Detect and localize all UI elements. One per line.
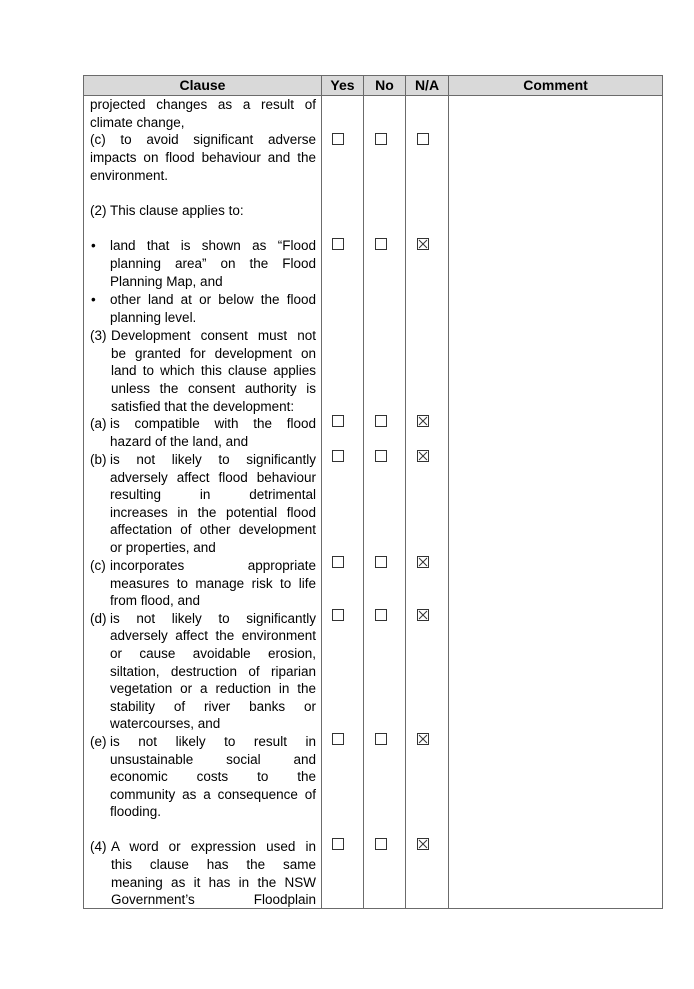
- header-na: N/A: [406, 76, 448, 95]
- checkbox-no-row-bullets[interactable]: [375, 238, 387, 250]
- item-c-line-1: incorporates appropriate: [110, 558, 316, 573]
- checkbox-na-row-a[interactable]: [417, 415, 429, 427]
- item-b-line-4: increases in the potential flood: [110, 505, 316, 520]
- checkbox-yes-row-e[interactable]: [332, 733, 344, 745]
- item-e-line-3: economic costs to the: [110, 769, 316, 784]
- checkbox-yes-row-a[interactable]: [332, 415, 344, 427]
- bullet-2-line-1: other land at or below the flood: [110, 292, 316, 307]
- bullet-1-line-3: Planning Map, and: [110, 274, 223, 289]
- item-a-line-1: is compatible with the flood: [110, 416, 316, 431]
- checked-x-icon: [418, 239, 428, 249]
- checkbox-no-row-e[interactable]: [375, 733, 387, 745]
- subclause-3-line-1: Development consent must not: [111, 328, 316, 343]
- checkbox-no-row-d[interactable]: [375, 609, 387, 621]
- checked-x-icon: [418, 610, 428, 620]
- item-e-line-5: flooding.: [110, 804, 162, 819]
- col-border-yes-no: [363, 75, 364, 909]
- subclause-2-heading: (2) This clause applies to:: [90, 203, 244, 218]
- checkbox-na-row-e[interactable]: [417, 733, 429, 745]
- item-b-line-6: or properties, and: [110, 540, 216, 555]
- checkbox-na-row-d[interactable]: [417, 609, 429, 621]
- subclause-3-line-2: be granted for development on: [111, 346, 316, 361]
- item-d-line-5: vegetation or a reduction in the: [110, 681, 316, 696]
- item-d-line-2: adversely affect the environment: [110, 628, 316, 643]
- subclause-3-line-5: satisfied that the development:: [111, 399, 295, 414]
- item-e-line-1: is not likely to result in: [110, 734, 316, 749]
- item-e-line-4: community as a consequence of: [110, 787, 316, 802]
- bullet-1-line-1: land that is shown as “Flood: [110, 238, 316, 253]
- item-a-line-2: hazard of the land, and: [110, 434, 249, 449]
- bullet-2-marker: •: [91, 292, 96, 307]
- item-b-line-2: adversely affect flood behaviour: [110, 470, 316, 485]
- item-d-line-4: siltation, destruction of riparian: [110, 664, 316, 679]
- checkbox-no-row-4[interactable]: [375, 838, 387, 850]
- item-e-label: (e): [90, 734, 107, 749]
- bullet-1-marker: •: [91, 238, 96, 253]
- checkbox-yes-row-4[interactable]: [332, 838, 344, 850]
- checkbox-na-row-4[interactable]: [417, 838, 429, 850]
- item-d-line-7: watercourses, and: [110, 716, 221, 731]
- checked-x-icon: [418, 416, 428, 426]
- checked-x-icon: [418, 734, 428, 744]
- header-no: No: [364, 76, 405, 95]
- item-c-intro-line-1: (c) to avoid significant adverse: [90, 132, 316, 147]
- checked-x-icon: [418, 451, 428, 461]
- item-d-line-1: is not likely to significantly: [110, 611, 316, 626]
- subclause-4-line-3: meaning as it has in the NSW: [111, 875, 316, 890]
- intro-line-1: projected changes as a result of: [90, 97, 316, 112]
- item-a-label: (a): [90, 416, 107, 431]
- item-d-label: (d): [90, 611, 107, 626]
- item-b-line-3: resulting in detrimental: [110, 487, 316, 502]
- item-b-line-5: affectation of other development: [110, 522, 316, 537]
- subclause-4-line-2: this clause has the same: [111, 857, 316, 872]
- checkbox-no-row-c2[interactable]: [375, 556, 387, 568]
- subclause-3-line-4: unless the consent authority is: [111, 381, 316, 396]
- subclause-3-line-3: land to which this clause applies: [111, 363, 316, 378]
- subclause-4-label: (4): [90, 839, 107, 854]
- intro-line-2: climate change,: [90, 115, 185, 130]
- checkbox-yes-row-c2[interactable]: [332, 556, 344, 568]
- item-d-line-3: or cause avoidable erosion,: [110, 646, 316, 661]
- checkbox-yes-row-d[interactable]: [332, 609, 344, 621]
- col-border-clause-yes: [321, 75, 322, 909]
- bullet-1-line-2: planning area” on the Flood: [110, 256, 316, 271]
- checkbox-na-row-c[interactable]: [417, 133, 429, 145]
- col-border-right: [662, 75, 663, 909]
- item-e-line-2: unsustainable social and: [110, 752, 316, 767]
- subclause-4-line-4: Government’s Floodplain: [111, 892, 316, 907]
- checkbox-no-row-c[interactable]: [375, 133, 387, 145]
- checkbox-yes-row-b[interactable]: [332, 450, 344, 462]
- checkbox-no-row-b[interactable]: [375, 450, 387, 462]
- item-b-label: (b): [90, 452, 107, 467]
- item-d-line-6: stability of river banks or: [110, 699, 316, 714]
- item-c-line-3: from flood, and: [110, 593, 201, 608]
- checkbox-na-row-bullets[interactable]: [417, 238, 429, 250]
- header-yes: Yes: [322, 76, 363, 95]
- checkbox-na-row-c2[interactable]: [417, 556, 429, 568]
- header-clause: Clause: [84, 76, 321, 95]
- checkbox-no-row-a[interactable]: [375, 415, 387, 427]
- header-comment: Comment: [449, 76, 662, 95]
- checked-x-icon: [418, 557, 428, 567]
- checked-x-icon: [418, 839, 428, 849]
- item-c-intro-line-3: environment.: [90, 168, 169, 183]
- col-border-na-comment: [448, 75, 449, 909]
- item-c-label: (c): [90, 558, 106, 573]
- item-c-line-2: measures to manage risk to life: [110, 576, 316, 591]
- subclause-4-line-1: A word or expression used in: [111, 839, 316, 854]
- col-border-left: [83, 75, 84, 909]
- checkbox-yes-row-c[interactable]: [332, 133, 344, 145]
- col-border-no-na: [405, 75, 406, 909]
- checkbox-yes-row-bullets[interactable]: [332, 238, 344, 250]
- item-c-intro-line-2: impacts on flood behaviour and the: [90, 150, 316, 165]
- subclause-3-label: (3): [90, 328, 107, 343]
- checkbox-na-row-b[interactable]: [417, 450, 429, 462]
- bullet-2-line-2: planning level.: [110, 310, 197, 325]
- item-b-line-1: is not likely to significantly: [110, 452, 316, 467]
